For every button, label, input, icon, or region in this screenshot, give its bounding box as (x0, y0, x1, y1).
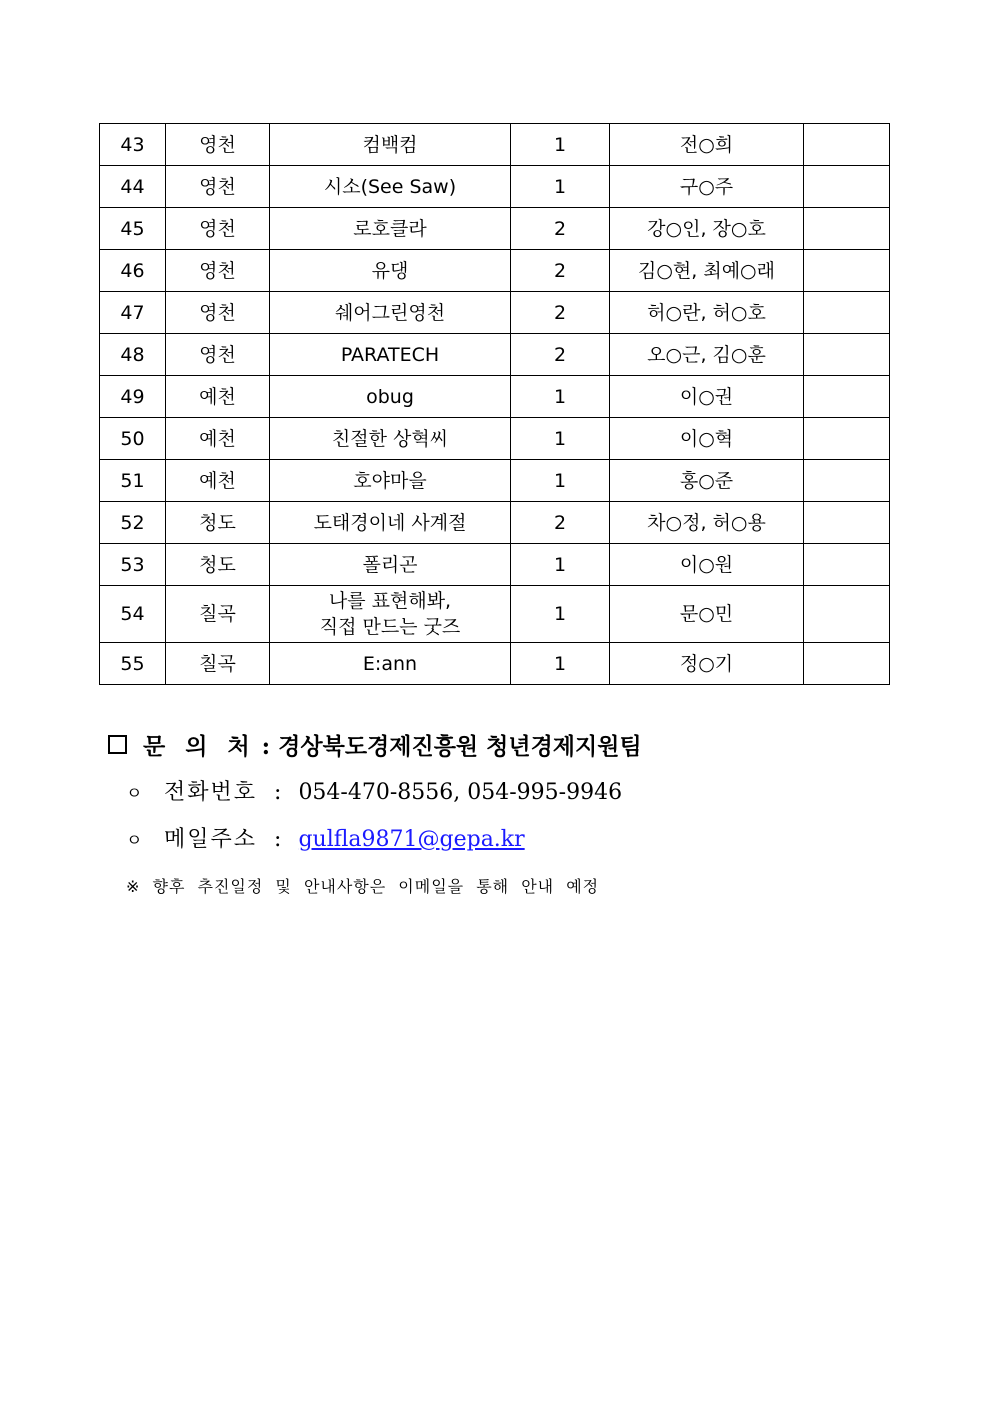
row-region: 영천 (166, 250, 270, 292)
row-number: 51 (100, 460, 166, 502)
row-number: 52 (100, 502, 166, 544)
row-region: 칠곡 (166, 586, 270, 643)
row-note (804, 376, 890, 418)
row-region: 칠곡 (166, 643, 270, 685)
row-number: 43 (100, 124, 166, 166)
row-count: 2 (511, 334, 610, 376)
table-row (100, 334, 890, 376)
team-name-line: 직접 만드는 굿즈 (319, 616, 461, 638)
row-number: 46 (100, 250, 166, 292)
team-name-line: PARATECH (340, 343, 440, 366)
row-count: 1 (511, 643, 610, 685)
row-number: 47 (100, 292, 166, 334)
row-number: 49 (100, 376, 166, 418)
contact-section (108, 728, 642, 896)
row-number: 45 (100, 208, 166, 250)
table-row (100, 460, 890, 502)
team-name-line: 친절한 상혁씨 (331, 427, 449, 450)
team-name-line: 나를 표현해봐, (328, 590, 452, 612)
row-number: 54 (100, 586, 166, 643)
row-members: 강○인, 장○호 (610, 208, 804, 250)
row-team-name (270, 334, 511, 376)
row-count: 1 (511, 418, 610, 460)
row-members: 허○란, 허○호 (610, 292, 804, 334)
participant-table (99, 123, 890, 685)
row-note (804, 418, 890, 460)
row-number: 50 (100, 418, 166, 460)
row-team-name (270, 643, 511, 685)
row-region: 영천 (166, 208, 270, 250)
row-team-name (270, 418, 511, 460)
bullet-icon: ㅇ (126, 784, 143, 804)
row-count: 2 (511, 502, 610, 544)
email-separator: : (274, 827, 282, 852)
row-count: 1 (511, 460, 610, 502)
row-members: 차○정, 허○용 (610, 502, 804, 544)
row-team-name (270, 208, 511, 250)
row-region: 청도 (166, 502, 270, 544)
row-note (804, 586, 890, 643)
row-count: 1 (511, 166, 610, 208)
row-number: 53 (100, 544, 166, 586)
row-members: 구○주 (610, 166, 804, 208)
row-team-name (270, 460, 511, 502)
participant-table-body (100, 124, 890, 685)
row-members: 김○현, 최예○래 (610, 250, 804, 292)
row-note (804, 544, 890, 586)
table-row (100, 292, 890, 334)
row-count: 2 (511, 250, 610, 292)
table-row (100, 166, 890, 208)
team-name-line: 유댕 (371, 259, 409, 282)
table-row (100, 250, 890, 292)
checkbox-square-icon (108, 735, 127, 754)
phone-label: 전화번호 (164, 780, 258, 805)
row-members: 이○원 (610, 544, 804, 586)
row-team-name (270, 124, 511, 166)
row-note (804, 166, 890, 208)
row-region: 영천 (166, 292, 270, 334)
row-number: 48 (100, 334, 166, 376)
row-number: 44 (100, 166, 166, 208)
row-region: 예천 (166, 418, 270, 460)
row-count: 1 (511, 124, 610, 166)
email-line (126, 822, 525, 853)
row-region: 청도 (166, 544, 270, 586)
team-name-line: 호야마을 (353, 469, 427, 492)
row-members: 이○권 (610, 376, 804, 418)
row-note (804, 334, 890, 376)
table-row (100, 124, 890, 166)
row-count: 1 (511, 376, 610, 418)
row-team-name (270, 502, 511, 544)
row-region: 영천 (166, 166, 270, 208)
email-link[interactable]: gulfla9871@gepa.kr (298, 827, 525, 852)
row-region: 예천 (166, 460, 270, 502)
contact-title-value: : 경상북도경제진흥원 청년경제지원팀 (261, 732, 642, 760)
row-team-name (270, 166, 511, 208)
row-count: 2 (511, 208, 610, 250)
notice-text: ※ 향후 추진일정 및 안내사항은 이메일을 통해 안내 예정 (126, 877, 600, 896)
team-name-line: 컴백컴 (362, 133, 418, 156)
row-team-name (270, 544, 511, 586)
team-name-line: 시소(See Saw) (323, 175, 457, 198)
phone-line (126, 775, 622, 806)
row-team-name (270, 586, 511, 643)
row-members: 정○기 (610, 643, 804, 685)
team-name-line: 도태경이네 사계절 (313, 511, 467, 534)
row-number: 55 (100, 643, 166, 685)
team-name-line: 폴리곤 (362, 553, 418, 576)
row-note (804, 250, 890, 292)
row-region: 영천 (166, 334, 270, 376)
team-name-line: E:ann (362, 652, 418, 675)
row-note (804, 502, 890, 544)
contact-title-label: 문 의 처 (143, 732, 256, 760)
table-row (100, 502, 890, 544)
row-note (804, 643, 890, 685)
row-members: 문○민 (610, 586, 804, 643)
team-name-line: 로호클라 (353, 217, 427, 240)
table-row (100, 208, 890, 250)
email-label: 메일주소 (164, 827, 258, 852)
phone-value: 054-470-8556, 054-995-9946 (298, 780, 623, 805)
table-row (100, 418, 890, 460)
table-row (100, 376, 890, 418)
row-count: 2 (511, 292, 610, 334)
row-region: 예천 (166, 376, 270, 418)
bullet-icon: ㅇ (126, 831, 143, 851)
row-note (804, 460, 890, 502)
row-note (804, 124, 890, 166)
row-members: 이○혁 (610, 418, 804, 460)
table-row (100, 586, 890, 643)
table-row (100, 643, 890, 685)
row-members: 홍○준 (610, 460, 804, 502)
row-count: 1 (511, 544, 610, 586)
row-team-name (270, 376, 511, 418)
contact-title (108, 728, 642, 760)
row-note (804, 208, 890, 250)
row-note (804, 292, 890, 334)
phone-separator: : (274, 780, 282, 805)
table-row (100, 544, 890, 586)
team-name-line: 쉐어그린영천 (334, 301, 446, 324)
row-team-name (270, 250, 511, 292)
row-region: 영천 (166, 124, 270, 166)
team-name-line: obug (366, 385, 414, 408)
row-members: 전○희 (610, 124, 804, 166)
row-members: 오○근, 김○훈 (610, 334, 804, 376)
row-team-name (270, 292, 511, 334)
row-count: 1 (511, 586, 610, 643)
